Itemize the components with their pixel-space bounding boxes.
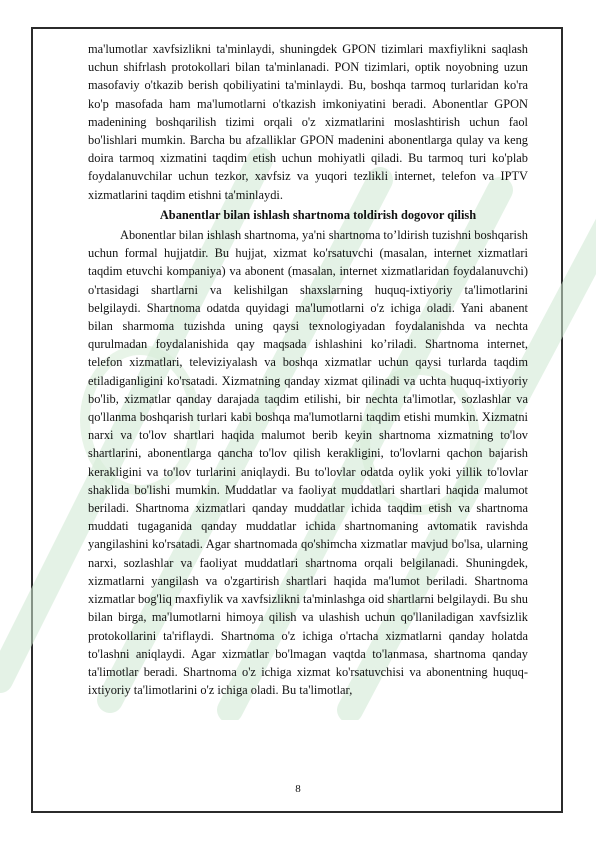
document-body xyxy=(88,40,528,699)
body-paragraph-1: ma'lumotlar xavfsizlikni ta'minlaydi, shuningdek GPON tizimlari maxfiylikni saqlash uchun shifrlash protokollari bilan ta'minlanadi. PON tizimlari, optik noyobning uzun masofaviy o'tkazib berish qobiliyatini ta'minlaydi. Bu, boshqa tarmoq turlaridan ko'ra ko'p masofada ham ma'lumotlarni o'tkazish imkoniyatini beradi. Abonentlar GPON madenining boshqarilish tizimi orqali o'z xizmatlarini moslashtirish uchun faol bo'lishlari mumkin. Barcha bu afzalliklar GPON madenini abonentlarga qulay va keng doira tarmoq xizmatini taqdim etish uchun mohiyatli qiladi. Bu tarmoq turi ko'plab foydalanuvchilar uchun tezkor, xavfsiz va yuqori tezlikli internet, telefon va IPTV xizmatlarini taqdim etishni ta'minlaydi. xyxy=(88,42,528,202)
section-heading: Abanentlar bilan ishlash shartnoma toldirish dogovor qilish xyxy=(159,207,477,222)
page-number: 8 xyxy=(295,783,301,795)
body-paragraph-2: Abonentlar bilan ishlash shartnoma, ya'ni shartnoma to’ldirish tuzishni boshqarish uchun formal hujjatdir. Bu hujjat, xizmat ko'rsatuvchi (masalan, internet xizmatlari taqdim etuvchi kompaniya) va abonent (masalan, internet xizmatlaridan foydalanuvchi) o'rtasidagi shartlarni va kelishilgan shaxslarning huquq-ixtiyoriy ta'limotlarini belgilaydi. Shartnoma odatda quyidagi ma'lumotlarni o'z ichiga oladi. Yani abanent bilan sharmoma tuzishda uning qaysi texnologiyadan foydalanishda va nechta qurulmadan foydalanishida qay maqsada ishlashini ko’riladi. Shartnoma internet, telefon xizmatlari, televiziyalash va boshqa xizmatlar uchun qaysi turlarda taqdim etiladiganligini ko'rsatadi. Xizmatning qanday xizmat qilinadi va uchta huquq-ixtiyoriy bo'lib, xizmatlar qanday darajada taqdim etilishi, bir nechta ta'limotlar, sozlashlar va qo'llanma boshqarish turlari kabi boshqa ma'lumotlarni taqdim etishi mumkin. Xizmatni narxi va to'lov shartlari haqida malumot berib keyin shartnoma xizmatning to'lov shartlarini, abonentlarga qancha to'lov qilish kerakligini, to'lovlarni qachon bajarish kerakligini va to'lov turlarini aniqlaydi. Bu to'lovlar odatda oylik yoki yillik to'lovlar shaklida bo'lishi mumkin. Muddatlar va faoliyat muddatlari shartlari haqida malumot beriladi. Shartnoma xizmatlari qanday muddatlar ichida taqdim etish va shartnoma muddati tugaganida qanday muddatlar ichida shartnomaning avtomatik ravishda yangilashini ko'rsatadi. Agar shartnomada qo'shimcha xizmatlar mavjud bo'lsa, ularning narxi, sozlashlar va faoliyat muddatlari shartnoma orqali belgilanadi. Shuningdek, xizmatlarni yangilash va o'zgartirish shartlari haqida ma'lumot beriladi. Shartnoma xizmatlar bog'liq maxfiylik va xavfsizlikni ta'minlashga oid shartlarni belgilaydi. Bu shu bilan birga, ma'lumotlarni himoya qilish va ulashish uchun qo'llaniladigan xavfsizlik protokollarini ta'riflaydi. Shartnoma o'z ichiga o'rtacha xizmatlarni qanday holatda to'lashni aniqlaydi. Agar xizmatlar bo'lmagan vaqtda to'lanmasa, shartnoma qanday ta'limotlar beradi. Shartnoma o'z ichiga xizmat ko'rsatuvchisi va abonentning huquq-ixtiyoriy ta'limotlarini o'z ichiga oladi. Bu ta'limotlar, xyxy=(88,228,528,698)
